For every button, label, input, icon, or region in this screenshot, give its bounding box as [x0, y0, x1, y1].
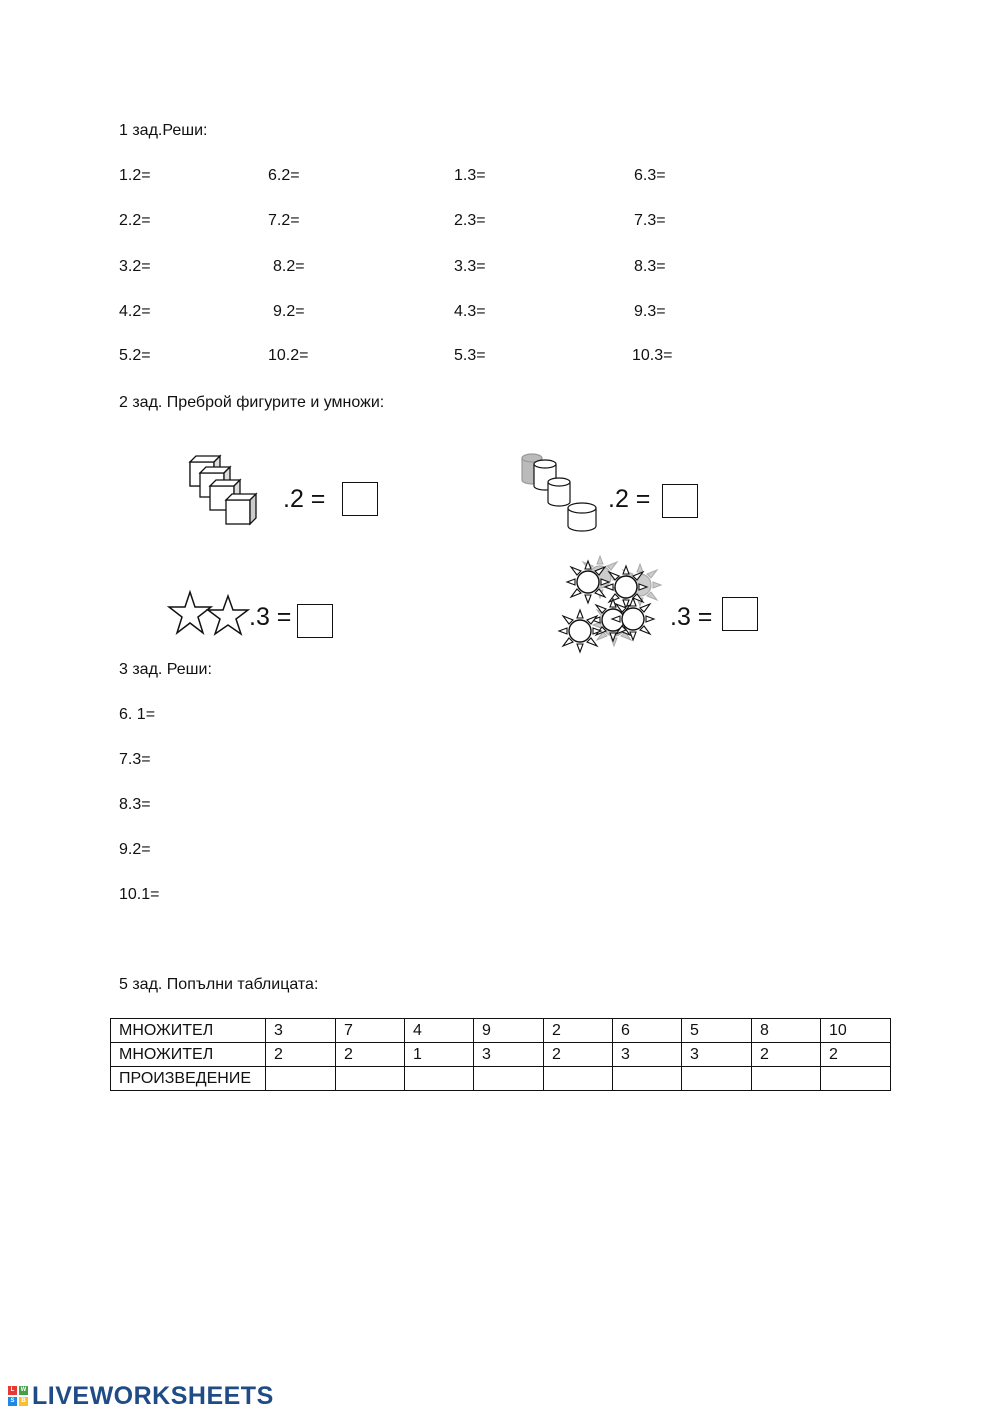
task3-title: 3 зад. Реши: — [119, 661, 212, 678]
cubes-equation: .2 = — [283, 485, 326, 513]
table-cell: 3 — [613, 1043, 682, 1067]
task2-title: 2 зад. Преброй фигурите и умножи: — [119, 394, 385, 411]
task1-item: 4.3= — [454, 303, 486, 320]
task1-item: 8.3= — [634, 258, 666, 275]
stars-icon — [168, 590, 252, 638]
cubes-answer-box[interactable] — [342, 482, 378, 516]
task1-item: 7.2= — [268, 212, 300, 229]
task1-item: 3.3= — [454, 258, 486, 275]
table-cell: 7 — [336, 1019, 405, 1043]
answer-cell[interactable] — [405, 1067, 474, 1091]
task1-item: 10.2= — [268, 347, 309, 364]
answer-cell[interactable] — [544, 1067, 613, 1091]
table-cell: 3 — [266, 1019, 336, 1043]
task1-item: 9.3= — [634, 303, 666, 320]
logo-block: B — [19, 1397, 28, 1406]
task3-item: 8.3= — [119, 796, 151, 813]
task1-item: 4.2= — [119, 303, 151, 320]
table-cell: 2 — [336, 1043, 405, 1067]
table-cell: 8 — [752, 1019, 821, 1043]
cylinders-answer-box[interactable] — [662, 484, 698, 518]
task1-item: 10.3= — [632, 347, 673, 364]
table-cell: 2 — [752, 1043, 821, 1067]
logo-block: W — [20, 1387, 27, 1393]
answer-cell[interactable] — [821, 1067, 891, 1091]
table-cell: 9 — [474, 1019, 544, 1043]
table-cell: 1 — [405, 1043, 474, 1067]
task1-item: 3.2= — [119, 258, 151, 275]
task1-item: 6.3= — [634, 167, 666, 184]
logo-block: S — [8, 1397, 17, 1406]
table-cell: 5 — [682, 1019, 752, 1043]
task1-item: 2.3= — [454, 212, 486, 229]
suns-equation: .3 = — [670, 603, 713, 631]
task1-item: 8.2= — [273, 258, 305, 275]
brand-name: LIVEWORKSHEETS — [32, 1381, 274, 1410]
answer-cell[interactable] — [682, 1067, 752, 1091]
logo-blocks-icon — [8, 1386, 28, 1406]
table-cell: 4 — [405, 1019, 474, 1043]
suns-answer-box[interactable] — [722, 597, 758, 631]
table-cell: 2 — [544, 1043, 613, 1067]
task3-item: 9.2= — [119, 841, 151, 858]
multiplication-table — [110, 1018, 891, 1091]
answer-cell[interactable] — [752, 1067, 821, 1091]
table-cell: 6 — [613, 1019, 682, 1043]
task1-item: 5.3= — [454, 347, 486, 364]
answer-cell[interactable] — [336, 1067, 405, 1091]
task3-item: 6. 1= — [119, 706, 156, 723]
cubes-icon — [188, 450, 268, 535]
liveworksheets-logo[interactable] — [8, 1382, 274, 1410]
cylinders-icon — [520, 452, 602, 532]
stars-answer-box[interactable] — [297, 604, 333, 638]
row-label: МНОЖИТЕЛ — [111, 1019, 266, 1043]
task1-item: 7.3= — [634, 212, 666, 229]
table-cell: 10 — [821, 1019, 891, 1043]
task1-item: 1.2= — [119, 167, 151, 184]
task1-item: 9.2= — [273, 303, 305, 320]
task3-item: 7.3= — [119, 751, 151, 768]
task1-item: 5.2= — [119, 347, 151, 364]
table-row — [111, 1067, 891, 1091]
table-row — [111, 1043, 891, 1067]
cylinders-equation: .2 = — [608, 485, 651, 513]
task3-item: 10.1= — [119, 886, 160, 903]
task1-item: 1.3= — [454, 167, 486, 184]
table-cell: 3 — [682, 1043, 752, 1067]
logo-block: L — [8, 1386, 17, 1395]
answer-cell[interactable] — [266, 1067, 336, 1091]
stars-equation: .3 = — [249, 603, 292, 631]
table-cell: 2 — [821, 1043, 891, 1067]
task1-item: 6.2= — [268, 167, 300, 184]
table-row — [111, 1019, 891, 1043]
task5-title: 5 зад. Попълни таблицата: — [119, 976, 319, 993]
table-cell: 2 — [544, 1019, 613, 1043]
table-cell: 2 — [266, 1043, 336, 1067]
suns-icon — [558, 555, 664, 655]
row-label: ПРОИЗВЕДЕНИЕ — [111, 1067, 266, 1091]
table-cell: 3 — [474, 1043, 544, 1067]
task1-title: 1 зад.Реши: — [119, 122, 208, 139]
answer-cell[interactable] — [474, 1067, 544, 1091]
task1-item: 2.2= — [119, 212, 151, 229]
answer-cell[interactable] — [613, 1067, 682, 1091]
row-label: МНОЖИТЕЛ — [111, 1043, 266, 1067]
